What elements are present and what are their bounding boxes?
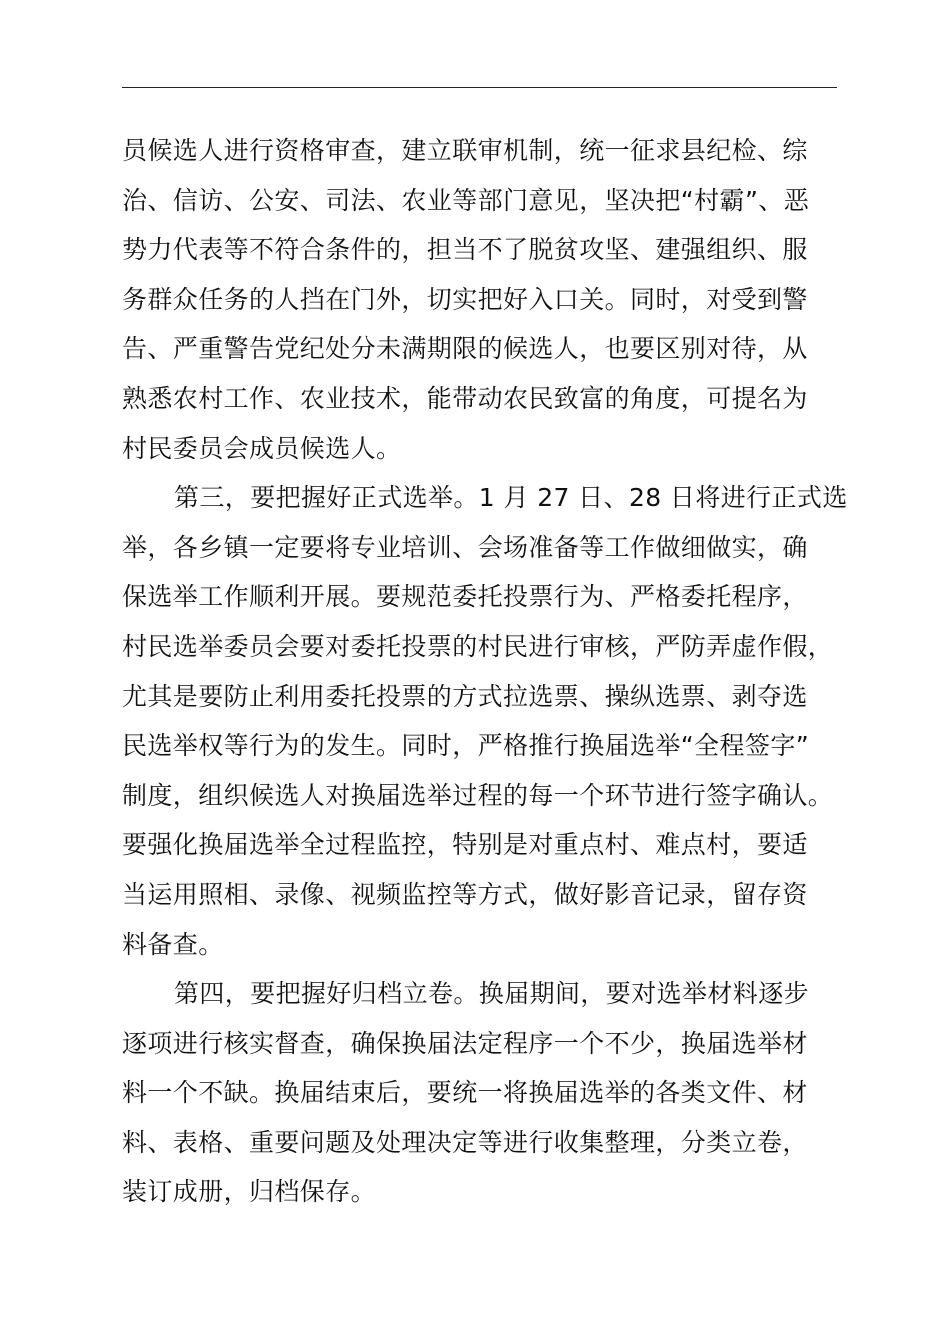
text-line: 员候选人进行资格审查，建立联审机制，统一征求县纪检、综 — [122, 136, 808, 165]
text-line: 保选举工作顺利开展。要规范委托投票行为、严格委托程序， — [122, 582, 808, 612]
text-line: 尤其是要防止利用委托投票的方式拉选票、操纵选票、剥夺选 — [122, 681, 808, 711]
text-line: 装订成册，归档保存。 — [122, 1177, 377, 1207]
text-line: 熟悉农村工作、农业技术，能带动农民致富的角度，可提名为 — [122, 383, 808, 413]
text-line: 务群众任务的人挡在门外，切实把好入口关。同时，对受到警 — [122, 284, 808, 314]
text-line: 料备查。 — [122, 929, 224, 959]
text-line: 势力代表等不符合条件的，担当不了脱贫攻坚、建强组织、服 — [122, 235, 808, 265]
text-line: 治、信访、公安、司法、农业等部门意见，坚决把“村霸”、恶 — [122, 185, 810, 215]
text-line: 村民委员会成员候选人。 — [122, 433, 402, 463]
text-line: 料、表格、重要问题及处理决定等进行收集整理，分类立卷， — [122, 1127, 808, 1157]
text-line: 当运用照相、录像、视频监控等方式，做好影音记录，留存资 — [122, 879, 808, 909]
text-line: 告、严重警告党纪处分未满期限的候选人，也要区别对待，从 — [122, 334, 808, 364]
text-line: 逐项进行核实督查，确保换届法定程序一个不少，换届选举材 — [122, 1028, 808, 1058]
text-line: 举，各乡镇一定要将专业培训、会场准备等工作做细做实，确 — [122, 532, 808, 562]
text-line: 料一个不缺。换届结束后，要统一将换届选举的各类文件、材 — [122, 1078, 808, 1108]
text-line: 村民选举委员会要对委托投票的村民进行审核，严防弄虚作假， — [122, 631, 834, 661]
paragraph-start-line: 第四，要把握好归档立卷。换届期间，要对选举材料逐步 — [174, 979, 810, 1009]
text-line: 民选举权等行为的发生。同时，严格推行换届选举“全程签字” — [122, 731, 810, 761]
header-rule — [122, 87, 837, 88]
paragraph-start-line: 第三，要把握好正式选举。1 月 27 日、28 日将进行正式选 — [174, 483, 848, 513]
document-body — [122, 126, 862, 1217]
text-line: 要强化换届选举全过程监控，特别是对重点村、难点村，要适 — [122, 830, 808, 860]
text-line: 制度，组织候选人对换届选举过程的每一个环节进行签字确认。 — [122, 780, 834, 810]
